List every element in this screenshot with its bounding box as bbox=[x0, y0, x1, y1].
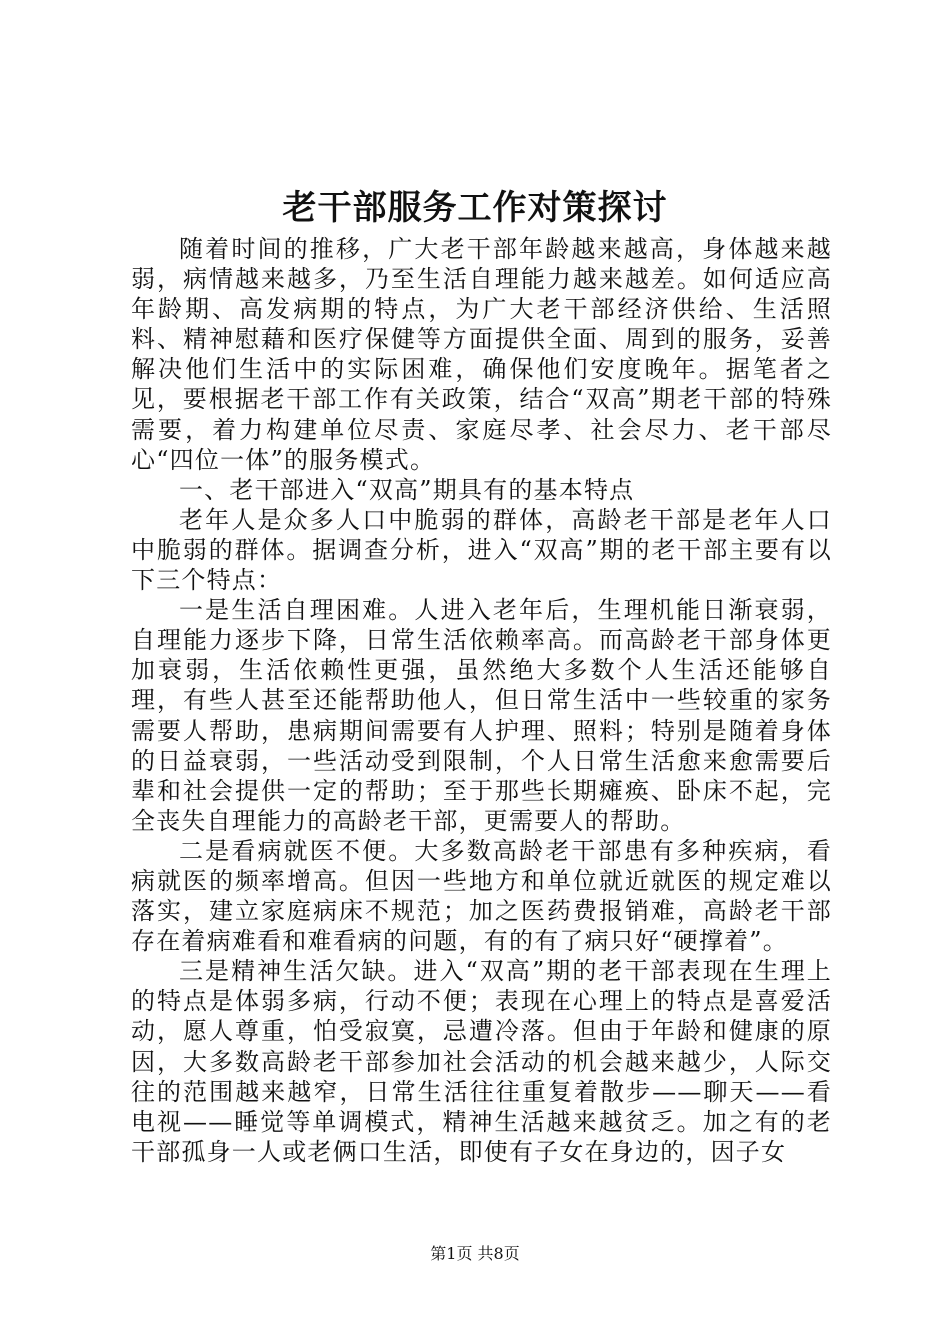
paragraph-point-one: 一是生活自理困难。人进入老年后，生理机能日渐衰弱，自理能力逐步下降，日常生活依赖率高。而高龄老干部身体更加衰弱，生活依赖性更强，虽然绝大多数个人生活还能够自理，有些人甚至还能帮助他人，但日常生活中一些较重的家务需要人帮助，患病期间需要有人护理、照料；特别是随着身体的日益衰弱，一些活动受到限制，个人日常生活愈来愈需要后辈和社会提供一定的帮助；至于那些长期瘫痪、卧床不起，完全丧失自理能力的高龄老干部，更需要人的帮助。 bbox=[131, 596, 832, 835]
section-heading: 一、老干部进入“双高”期具有的基本特点 bbox=[179, 475, 635, 504]
paragraph-point-three: 三是精神生活欠缺。进入“双高”期的老干部表现在生理上的特点是体弱多病，行动不便；表现在心理上的特点是喜爱活动，愿人尊重，怕受寂寞，忌遭冷落。但由于年龄和健康的原因，大多数高龄老干部参加社会活动的机会越来越少，人际交往的范围越来越窄，日常生活往往重复着散步——聊天——看电视——睡觉等单调模式，精神生活越来越贫乏。加之有的老干部孤身一人或老俩口生活，即使有子女在身边的，因子女 bbox=[131, 957, 832, 1166]
page-title: 老干部服务工作对策探讨 bbox=[282, 188, 668, 228]
page-footer: 第1页 共8页 bbox=[430, 1244, 520, 1263]
paragraph-intro: 随着时间的推移，广大老干部年龄越来越高，身体越来越弱，病情越来越多，乃至生活自理能力越来越差。如何适应高年龄期、高发病期的特点，为广大老干部经济供给、生活照料、精神慰藉和医疗保健等方面提供全面、周到的服务，妥善解决他们生活中的实际困难，确保他们安度晚年。据笔者之见，要根据老干部工作有关政策，结合“双高”期老干部的特殊需要，着力构建单位尽责、家庭尽孝、社会尽力、老干部尽心“四位一体”的服务模式。 bbox=[131, 235, 832, 474]
paragraph-point-two: 二是看病就医不便。大多数高龄老干部患有多种疾病，看病就医的频率增高。但因一些地方和单位就近就医的规定难以落实，建立家庭病床不规范；加之医药费报销难，高龄老干部存在着病难看和难看病的问题，有的有了病只好“硬撑着”。 bbox=[131, 836, 832, 956]
document-body bbox=[131, 234, 832, 1167]
paragraph-overview: 老年人是众多人口中脆弱的群体，高龄老干部是老年人口中脆弱的群体。据调查分析，进入“双高”期的老干部主要有以下三个特点： bbox=[131, 505, 832, 595]
